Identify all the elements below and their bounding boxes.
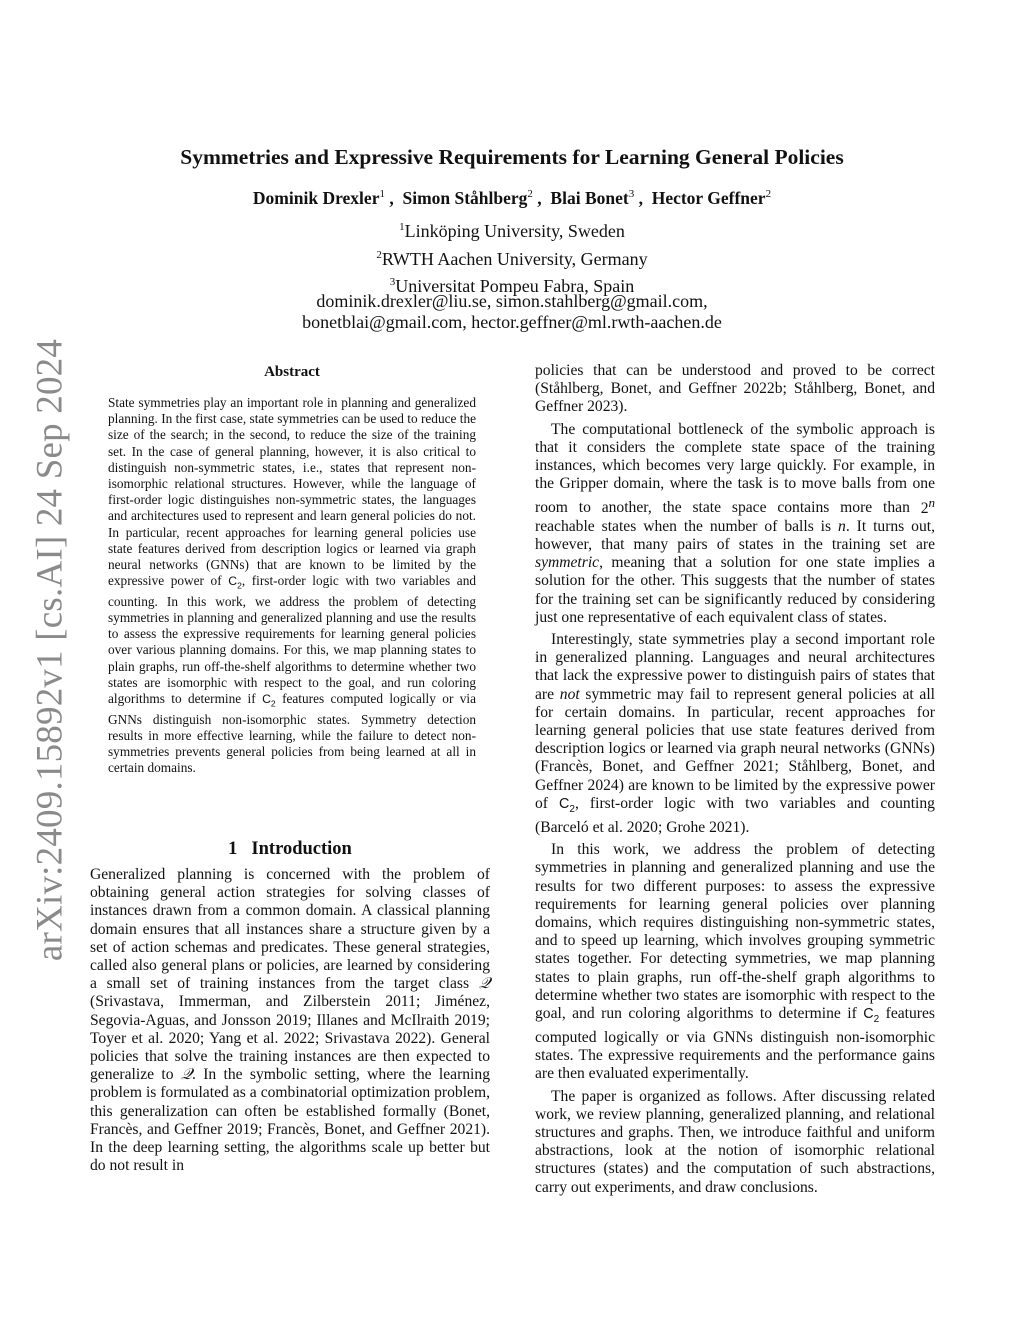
arxiv-identifier: arXiv:2409.15892v1 [cs.AI] 24 Sep 2024 bbox=[29, 338, 71, 962]
affiliation: $^1$Linköping University, Sweden bbox=[399, 221, 625, 241]
section-heading-introduction bbox=[90, 839, 490, 860]
author-name: Dominik Drexler bbox=[252, 188, 380, 208]
paragraph: In this work, we address the problem of detecting symmetries in planning and generalized planning and use the results for two different purposes: to assess the expressive requirements for learning general policies over planning domains, which requires distinguishing non-symmetric states, and to speed up learning, which involves grouping symmetric states together. For detecting symmetries, we map planning states to plain graphs, run off-the-shelf graph algorithms to determine whether two states are isomorphic with respect to the goal, and run coloring algorithms to determine if $C_2$ features computed logically or via GNNs distinguish non-isomorphic states. The expressive requirements and the performance gains are then evaluated experimentally. bbox=[535, 841, 935, 1083]
author-name: Hector Geffner bbox=[651, 188, 766, 208]
c2-symbol: $C_2$ bbox=[228, 574, 242, 591]
section-number: 1 bbox=[228, 839, 238, 859]
math-symbol: 𝒬 bbox=[180, 1066, 193, 1084]
author-affiliation-mark: 2 bbox=[527, 188, 533, 201]
section-title: Introduction bbox=[251, 839, 352, 859]
affiliation: $^2$RWTH Aachen University, Germany bbox=[376, 248, 648, 269]
email-line: bonetblai@gmail.com, hector.geffner@ml.rwth-aachen.de bbox=[302, 311, 722, 332]
author-list: Dominik Drexler$^1$ , Simon Ståhlberg$^2$ , Blai Bonet$^3$ , Hector Geffner$^2$ bbox=[252, 188, 772, 208]
affiliation-list bbox=[0, 216, 1024, 299]
email-list bbox=[0, 291, 1024, 332]
right-column-text bbox=[535, 362, 935, 1201]
affiliation: $^3$Universitat Pompeu Fabra, Spain bbox=[389, 276, 635, 296]
c2-symbol: $C_2$ bbox=[559, 795, 575, 815]
author-affiliation-mark: 2 bbox=[765, 188, 772, 201]
paragraph: The computational bottleneck of the symbolic approach is that it considers the complete state space of the training instances, which becomes very large quickly. For example, in the Gripper domain, where the task is to move balls from one room to another, the state space contains more than 2$^n$ reachable states when the number of balls is n. It turns out, however, that many pairs of states in the training set are symmetric, meaning that a solution for one state implies a solution for the other. This suggests that the number of states for the training set can be significantly reduced by considering just one representative of each equivalent class of states. bbox=[535, 420, 936, 626]
math-symbol: 𝒬 bbox=[478, 975, 491, 993]
paper-title: Symmetries and Expressive Requirements for Learning General Policies bbox=[180, 145, 844, 169]
c2-symbol: $C_2$ bbox=[863, 1005, 880, 1025]
abstract-text: State symmetries play an important role in planning and generalized planning. In the first case, state symmetries can be used to reduce the size of the search; in the second, to reduce the size of the training set. In the case of general planning, however, it is also critical to distinguish non-symmetric states, i.e., states that represent non-isomorphic relational structures. However, while the language of first-order logic distinguishes non-symmetric states, the languages and architectures used to represent and learn general policies do not. In particular, recent approaches for learning general policies use state features derived from description logics or learned via graph neural networks (GNNs) that are known to be limited by the expressive power of $C_2$, first-order logic with two variables and counting. In this work, we address the problem of detecting symmetries in planning and generalized planning and use the results to assess the expressive requirements for learning general policies over various planning domains. For this, we map planning states to plain graphs, run off-the-shelf algorithms to determine whether two states are isomorphic with respect to the goal, and run coloring algorithms to determine if $C_2$ features computed logically or via GNNs distinguish non-isomorphic states. Symmetry detection results in more effective learning, while the failure to detect non-symmetries prevents general policies from being learned at all in certain domains. bbox=[108, 395, 477, 776]
abstract-heading: Abstract bbox=[264, 364, 320, 380]
paragraph: The paper is organized as follows. After discussing related work, we review planning, generalized planning, and relational structures and graphs. Then, we introduce faithful and uniform abstractions, look at the notion of isomorphic relational structures (states) and the computation of such abstractions, carry out experiments, and draw conclusions. bbox=[535, 1087, 935, 1196]
author-affiliation-mark: 3 bbox=[628, 188, 635, 201]
author-name: Simon Ståhlberg bbox=[402, 188, 528, 208]
math-expression: 2$^n$ bbox=[920, 494, 936, 517]
c2-symbol: $C_2$ bbox=[262, 692, 276, 709]
paragraph: policies that can be understood and proved to be correct (Ståhlberg, Bonet, and Geffner 2022b; Ståhlberg, Bonet, and Geffner 2023). bbox=[535, 362, 935, 416]
author-name: Blai Bonet bbox=[550, 188, 629, 208]
email-line: dominik.drexler@liu.se, simon.stahlberg@gmail.com, bbox=[316, 291, 708, 311]
author-affiliation-mark: 1 bbox=[379, 188, 385, 201]
introduction-text: Generalized planning is concerned with the problem of obtaining general action strategies for solving classes of instances drawn from a common domain. A classical planning domain ensures that all instances share a structure given by a set of action schemas and predicates. These general strategies, called also general plans or policies, are learned by considering a small set of training instances from the target class 𝒬 (Srivastava, Immerman, and Zilberstein 2011; Jiménez, Segovia-Aguas, and Jonsson 2019; Illanes and McIlraith 2019; Toyer et al. 2020; Yang et al. 2022; Srivastava 2022). General policies that solve the training instances are then expected to generalize to 𝒬. In the symbolic setting, where the learning problem is formulated as a combinatorial optimization problem, this generalization can often be established formally (Bonet, Francès, and Geffner 2019; Francès, Bonet, and Geffner 2021). In the deep learning setting, the algorithms scale up better but do not result in bbox=[90, 866, 491, 1175]
paragraph: Interestingly, state symmetries play a second important role in generalized planning. Languages and neural architectures that lack the expressive power to distinguish pairs of states that are not symmetric may fail to represent general policies at all for certain domains. In particular, recent approaches for learning general policies that use state features derived from description logics or learned via graph neural networks (GNNs) (Francès, Bonet, and Geffner 2021; Ståhlberg, Bonet, and Geffner 2024) are known to be limited by the expressive power of $C_2$, first-order logic with two variables and counting (Barceló et al. 2020; Grohe 2021). bbox=[535, 631, 935, 836]
